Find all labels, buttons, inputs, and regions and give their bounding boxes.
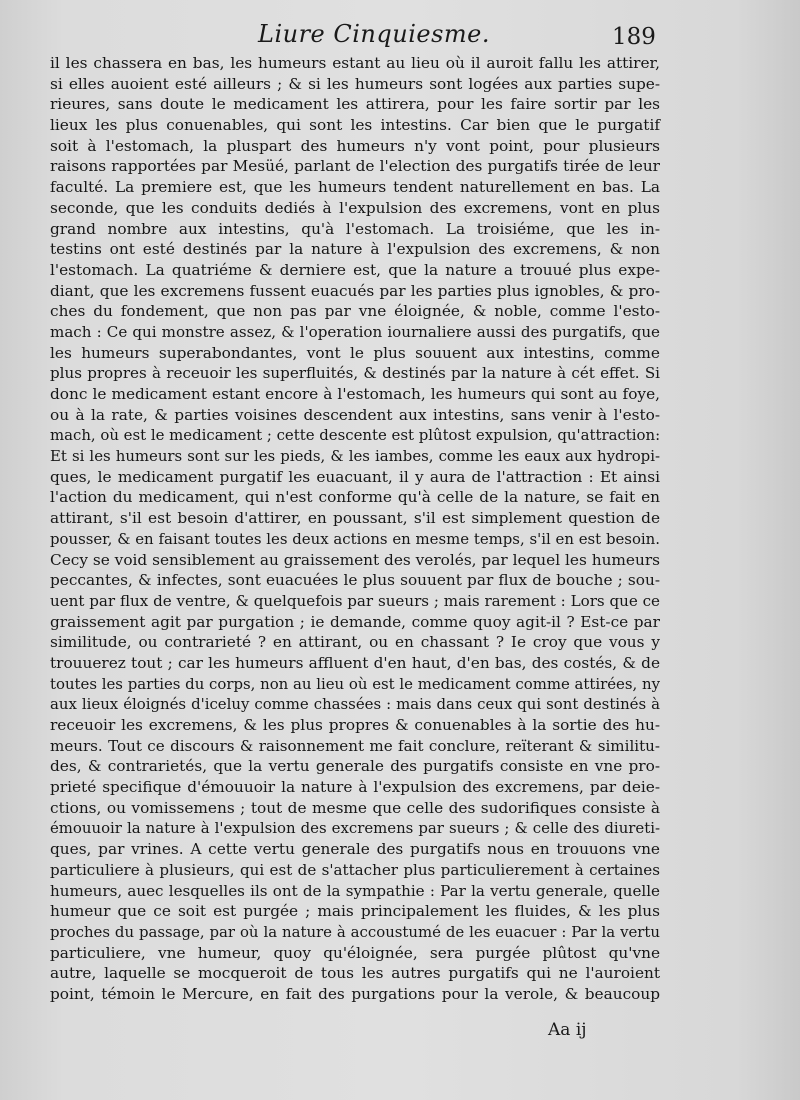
- text-line: ches du fondement, que non pas par vne éloignée, & noble, comme l'esto-: [50, 302, 660, 321]
- text-line: faculté. La premiere est, que les humeurs tendent naturellement en bas. La: [50, 178, 660, 197]
- text-line: l'action du medicament, qui n'est conforme qu'à celle de la nature, se fait en: [50, 488, 660, 507]
- text-line: Et si les humeurs sont sur les pieds, & les iambes, comme les eaux aux hydropi-: [50, 447, 660, 466]
- text-line: particuliere, vne humeur, quoy qu'éloignée, sera purgée plûtost qu'vne: [50, 943, 660, 962]
- text-line: seconde, que les conduits dediés à l'expulsion des excremens, vont en plus: [50, 198, 660, 217]
- running-title: Liure Cinquiesme.: [258, 20, 490, 48]
- text-line: raisons rapportées par Mesüé, parlant de l'election des purgatifs tirée de leur: [50, 157, 660, 176]
- text-line: meurs. Tout ce discours & raisonnement me fait conclure, reïterant & similitu-: [50, 736, 660, 755]
- text-line: lieux les plus conuenables, qui sont les intestins. Car bien que le purgatif: [50, 116, 660, 135]
- text-line: plus propres à receuoir les superfluités, & destinés par la nature à cét effet. Si: [50, 364, 660, 383]
- text-line: aux lieux éloignés d'iceluy comme chassées : mais dans ceux qui sont destinés à: [50, 695, 660, 714]
- text-line: rieures, sans doute le medicament les attirera, pour les faire sortir par les: [50, 95, 660, 114]
- text-line: trouuerez tout ; car les humeurs affluent d'en haut, d'en bas, des costés, & de: [50, 653, 660, 672]
- text-line: si elles auoient esté ailleurs ; & si les humeurs sont logées aux parties supe-: [50, 74, 660, 93]
- text-line: proches du passage, par où la nature à accoustumé de les euacuer : Par la vertu: [50, 922, 660, 941]
- page-number: 189: [612, 24, 656, 50]
- text-line: prieté specifique d'émouuoir la nature à l'expulsion des excremens, par deie-: [50, 778, 660, 797]
- text-line: Cecy se void sensiblement au graissement des verolés, par lequel les humeurs: [50, 550, 660, 569]
- text-line: il les chassera en bas, les humeurs estant au lieu où il auroit fallu les attirer,: [50, 54, 660, 72]
- text-line: similitude, ou contrarieté ? en attirant, ou en chassant ? Ie croy que vous y: [50, 633, 660, 652]
- text-line: pousser, & en faisant toutes les deux actions en mesme temps, s'il en est besoin.: [50, 529, 660, 548]
- text-line: humeur que ce soit est purgée ; mais principalement les fluides, & les plus: [50, 902, 660, 921]
- text-line: des, & contrarietés, que la vertu generale des purgatifs consiste en vne pro-: [50, 757, 660, 776]
- signature-mark: Aa ij: [548, 1020, 587, 1040]
- text-line: ctions, ou vomissemens ; tout de mesme que celle des sudorifiques consiste à: [50, 798, 660, 817]
- running-head: [0, 18, 800, 54]
- text-line: particuliere à plusieurs, qui est de s'attacher plus particulierement à certaines: [50, 860, 660, 879]
- text-line: diant, que les excremens fussent euacués par les parties plus ignobles, & pro-: [50, 281, 660, 300]
- text-line: toutes les parties du corps, non au lieu où est le medicament comme attirées, ny: [50, 674, 660, 693]
- text-line: receuoir les excremens, & les plus propres & conuenables à la sortie des hu-: [50, 716, 660, 734]
- text-line: ques, par vrines. A cette vertu generale des purgatifs nous en trouuons vne: [50, 840, 660, 859]
- text-line: attirant, s'il est besoin d'attirer, en poussant, s'il est simplement question de: [50, 509, 660, 528]
- text-line: point, témoin le Mercure, en fait des purgations pour la verole, & beaucoup: [50, 984, 660, 1003]
- text-line: humeurs, auec lesquelles ils ont de la sympathie : Par la vertu generale, quelle: [50, 881, 660, 900]
- text-line: graissement agit par purgation ; ie demande, comme quoy agit-il ? Est-ce par: [50, 612, 660, 631]
- text-line: l'estomach. La quatriéme & derniere est, que la nature a trouué plus expe-: [50, 260, 660, 279]
- text-line: uent par flux de ventre, & quelquefois par sueurs ; mais rarement : Lors que ce: [50, 591, 660, 610]
- text-line: grand nombre aux intestins, qu'à l'estomach. La troisiéme, que les in-: [50, 219, 660, 238]
- text-line: donc le medicament estant encore à l'estomach, les humeurs qui sont au foye,: [50, 385, 660, 403]
- text-line: testins ont esté destinés par la nature à l'expulsion des excremens, & non: [50, 240, 660, 259]
- text-line: ques, le medicament purgatif les euacuant, il y aura de l'attraction : Et ainsi: [50, 467, 660, 486]
- text-line: mach : Ce qui monstre assez, & l'operation iournaliere aussi des purgatifs, que: [50, 322, 660, 341]
- text-line: les humeurs superabondantes, vont le plus souuent aux intestins, comme: [50, 343, 660, 362]
- text-line: autre, laquelle se mocqueroit de tous les autres purgatifs qui ne l'auroient: [50, 964, 660, 983]
- text-line: ou à la rate, & parties voisines descendent aux intestins, sans venir à l'esto-: [50, 405, 660, 424]
- text-line: soit à l'estomach, la pluspart des humeurs n'y vont point, pour plusieurs: [50, 136, 660, 155]
- body-text: [50, 53, 660, 1005]
- text-line: peccantes, & infectes, sont euacuées le plus souuent par flux de bouche ; sou-: [50, 571, 660, 590]
- text-line: mach, où est le medicament ; cette descente est plûtost expulsion, qu'attraction:: [50, 426, 661, 445]
- text-line: émouuoir la nature à l'expulsion des excremens par sueurs ; & celle des diureti-: [50, 819, 660, 838]
